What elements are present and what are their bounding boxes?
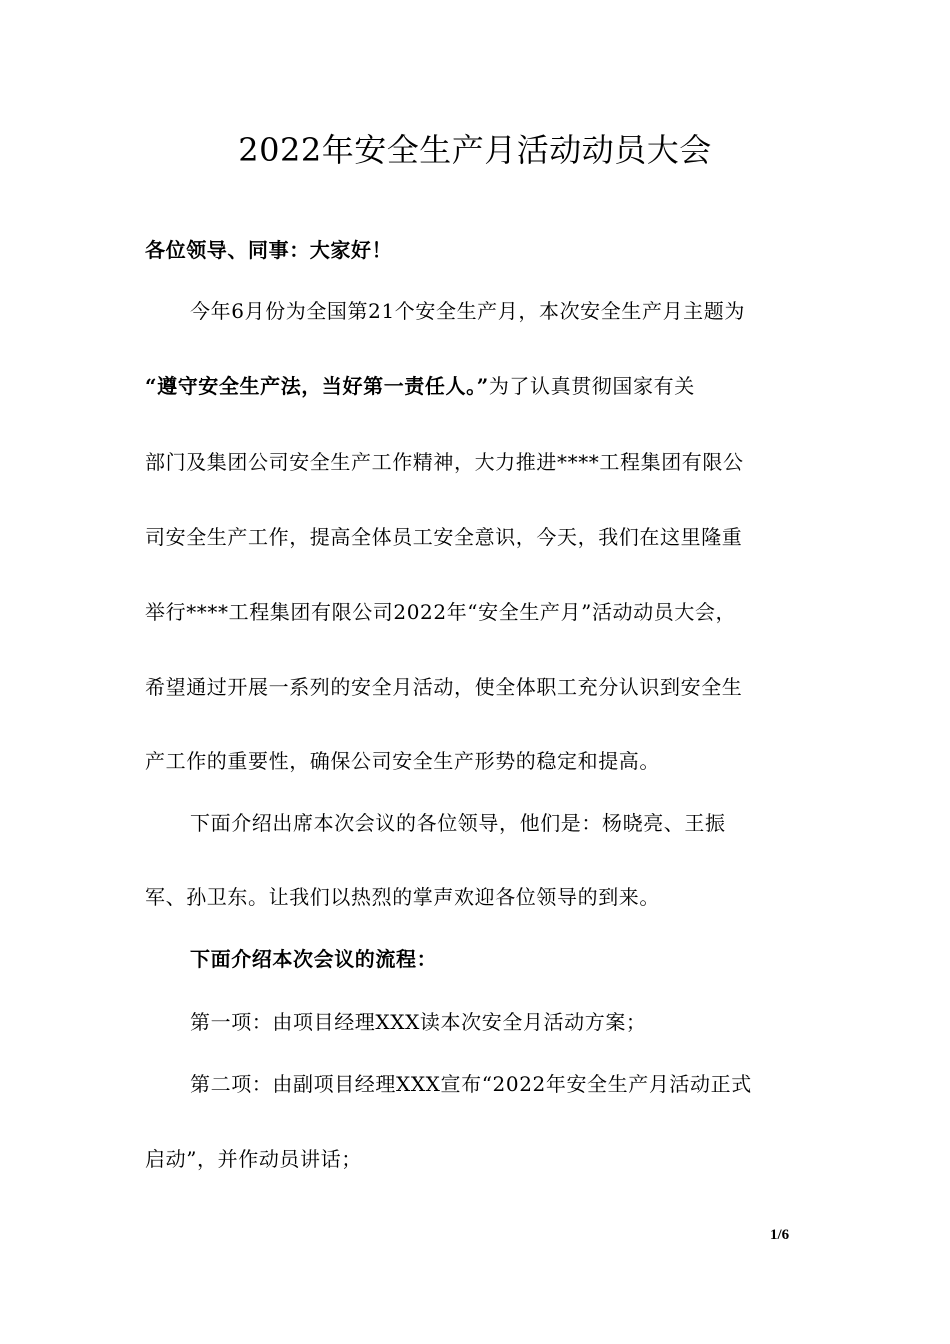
paragraph-1-line-7: 产工作的重要性，确保公司安全生产形势的稳定和提高。 <box>145 749 660 773</box>
paragraph-1-line-2-rest: 为了认真贯彻国家有关 <box>488 374 695 398</box>
theme-quote: “遵守安全生产法，当好第一责任人。” <box>145 374 489 398</box>
agenda-item-2-line-2: 启动”，并作动员讲话； <box>145 1147 362 1171</box>
page-number: 1/6 <box>770 1227 790 1243</box>
paragraph-1-line-3: 部门及集团公司安全生产工作精神，大力推进****工程集团有限公 <box>145 450 744 474</box>
paragraph-1-line-5: 举行****工程集团有限公司2022年“安全生产月”活动动员大会， <box>145 600 737 624</box>
paragraph-2-line-2: 军、孙卫东。让我们以热烈的掌声欢迎各位领导的到来。 <box>145 885 660 909</box>
paragraph-1-line-2 <box>145 371 805 401</box>
paragraph-1-line-1: 今年6月份为全国第21个安全生产月，本次安全生产月主题为 <box>190 299 745 323</box>
greeting: 各位领导、同事：大家好！ <box>145 238 393 262</box>
agenda-heading: 下面介绍本次会议的流程： <box>190 947 438 971</box>
document-title: 2022年安全生产月活动动员大会 <box>238 131 712 169</box>
paragraph-1-line-4: 司安全生产工作，提高全体员工安全意识，今天，我们在这里隆重 <box>145 525 743 549</box>
agenda-item-1: 第一项：由项目经理XXX读本次安全月活动方案； <box>190 1010 647 1034</box>
agenda-item-2-line-1: 第二项：由副项目经理XXX宣布“2022年安全生产月活动正式 <box>190 1072 752 1096</box>
paragraph-2-line-1: 下面介绍出席本次会议的各位领导，他们是：杨晓亮、王振 <box>190 811 726 835</box>
paragraph-1-line-6: 希望通过开展一系列的安全月活动，使全体职工充分认识到安全生 <box>145 675 743 699</box>
